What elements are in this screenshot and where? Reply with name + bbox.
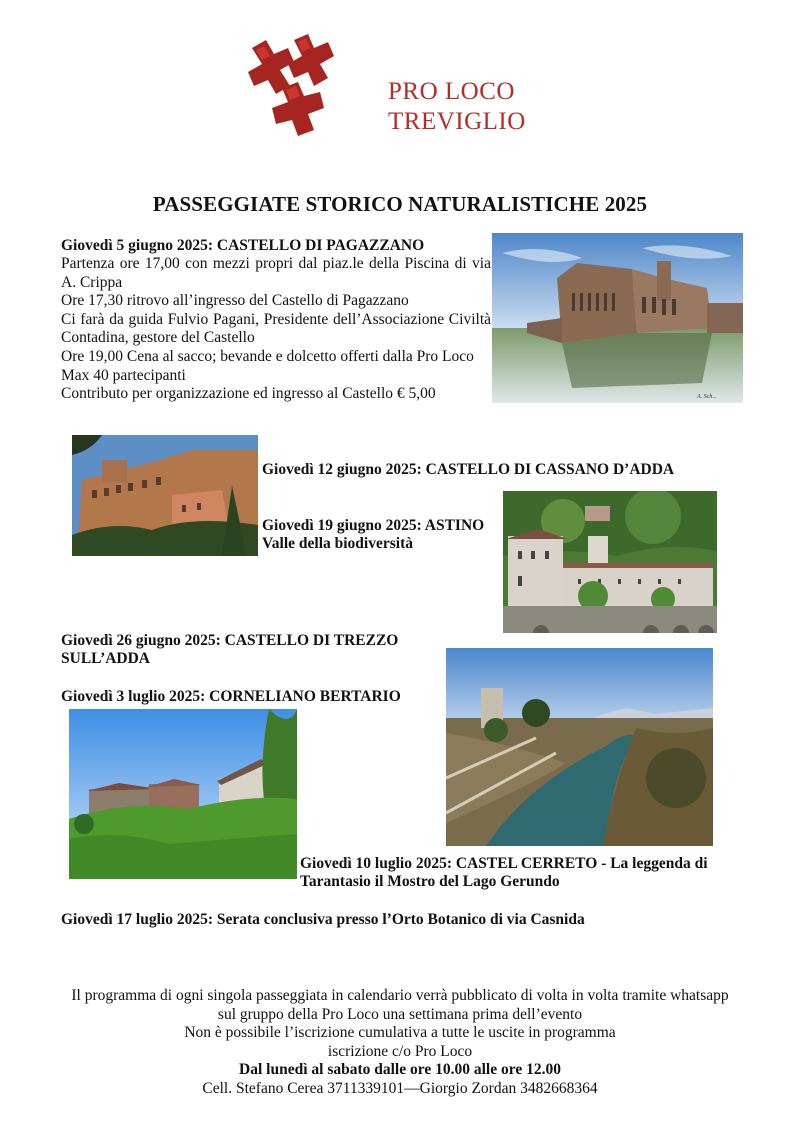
- footer-line: sul gruppo della Pro Loco una settimana prima dell’evento: [217, 1005, 583, 1023]
- event-heading: Giovedì 19 giugno 2025: ASTINO: [262, 517, 485, 534]
- castle-moat-photo: [492, 233, 743, 403]
- logo-line-1: PRO LOCO: [388, 78, 515, 105]
- event-heading: Giovedì 17 luglio 2025: Serata conclusiva presso l’Orto Botanico di via Casnida: [61, 911, 585, 928]
- event-subheading: Valle della biodiversità: [262, 535, 413, 552]
- footer-info: [0, 987, 800, 1098]
- event-heading-line2: Tarantasio il Mostro del Lago Gerundo: [300, 873, 560, 890]
- event-6: [300, 855, 708, 891]
- event-1: [61, 237, 491, 404]
- event-heading: Giovedì 26 giugno 2025: CASTELLO DI TREZZO: [61, 632, 399, 649]
- farmhouse-meadow-photo: [69, 709, 297, 879]
- event-heading-line2: SULL’ADDA: [61, 650, 151, 667]
- event-detail: Contributo per organizzazione ed ingresso al Castello € 5,00: [61, 385, 436, 403]
- event-heading: Giovedì 12 giugno 2025: CASTELLO DI CASSANO D’ADDA: [262, 461, 675, 478]
- river-tower-photo: [446, 648, 713, 846]
- page-title: PASSEGGIATE STORICO NATURALISTICHE 2025: [152, 192, 648, 216]
- logo-line-2: TREVIGLIO: [388, 108, 526, 135]
- event-4: [61, 632, 398, 668]
- footer-hours: Dal lunedì al sabato dalle ore 10.00 alle ore 12.00: [239, 1061, 561, 1078]
- brick-castle-photo: [72, 435, 258, 556]
- event-detail: Partenza ore 17,00 con mezzi propri dal piaz.le della Piscina di via A. Crippa: [61, 255, 491, 291]
- monastery-hillside-photo: [503, 491, 717, 633]
- event-3: [262, 517, 484, 553]
- photo-caption: A. Sch...: [697, 394, 717, 400]
- footer-line: Il programma di ogni singola passeggiata in calendario verrà pubblicato di volta in volta tramite whatsapp: [71, 987, 729, 1004]
- puzzle-cross-logo-icon: [232, 30, 372, 150]
- event-heading: Giovedì 10 luglio 2025: CASTEL CERRETO - La leggenda di: [300, 855, 708, 872]
- event-detail: Ore 19,00 Cena al sacco; bevande e dolcetto offerti dalla Pro Loco: [61, 347, 474, 365]
- footer-line: Non è possibile l’iscrizione cumulativa a tutte le uscite in programma: [184, 1024, 616, 1041]
- event-heading: Giovedì 3 luglio 2025: CORNELIANO BERTARIO: [61, 688, 401, 705]
- logo-text: [388, 77, 526, 137]
- event-detail: Ci farà da guida Fulvio Pagani, Presidente dell’Associazione Civiltà Contadina, gestore del Castello: [61, 310, 491, 347]
- footer-line: iscrizione c/o Pro Loco: [327, 1042, 473, 1060]
- footer-contacts: Cell. Stefano Cerea 3711339101—Giorgio Zordan 3482668364: [202, 1079, 598, 1097]
- event-detail: Max 40 partecipanti: [61, 366, 186, 384]
- event-heading: Giovedì 5 giugno 2025: CASTELLO DI PAGAZZANO: [61, 237, 425, 254]
- event-detail: Ore 17,30 ritrovo all’ingresso del Castello di Pagazzano: [61, 292, 409, 310]
